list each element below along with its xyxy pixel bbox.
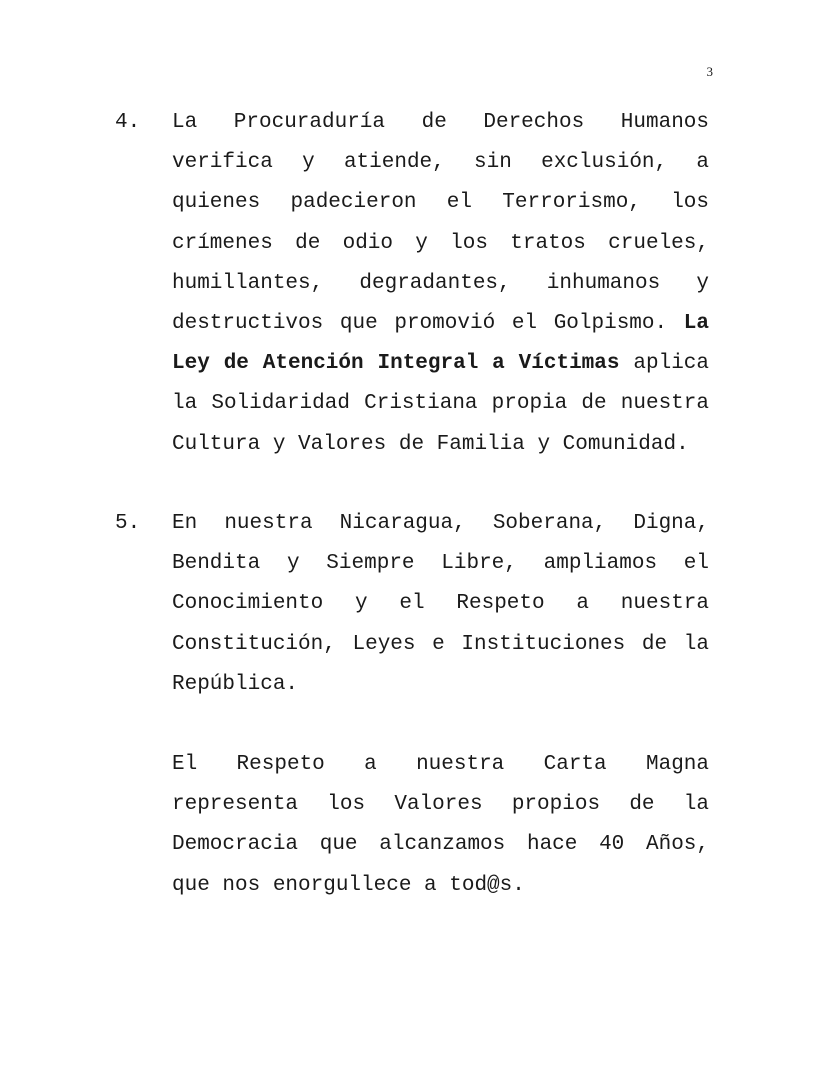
item-4-paragraph <box>172 103 709 465</box>
item-5-paragraph-1: En nuestra Nicaragua, Soberana, Digna, Bendita y Siempre Libre, ampliamos el Conocimiento y el Respeto a nuestra Constitución, Leyes e Instituciones de la República. <box>172 512 709 696</box>
item-number: 5. <box>115 512 141 535</box>
item-4-text-before-bold: La Procuraduría de Derechos Humanos verifica y atiende, sin exclusión, a quienes padecieron el Terrorismo, los crímenes de odio y los tratos crueles, humillantes, degradantes, inhumanos y destructivos que promovió el Golpismo. <box>172 111 709 336</box>
item-4-bold-law-name: La Ley de Atención Integral a Víctimas <box>172 312 709 376</box>
item-number: 4. <box>115 111 141 134</box>
item-5-paragraph-2: El Respeto a nuestra Carta Magna representa los Valores propios de la Democracia que alcanzamos hace 40 Años, que nos enorgullece a tod@s. <box>172 753 709 897</box>
page-number: 3 <box>706 64 713 79</box>
item-4-text-after-bold: aplica la Solidaridad Cristiana propia de nuestra Cultura y Valores de Familia y Comunidad. <box>172 352 709 456</box>
